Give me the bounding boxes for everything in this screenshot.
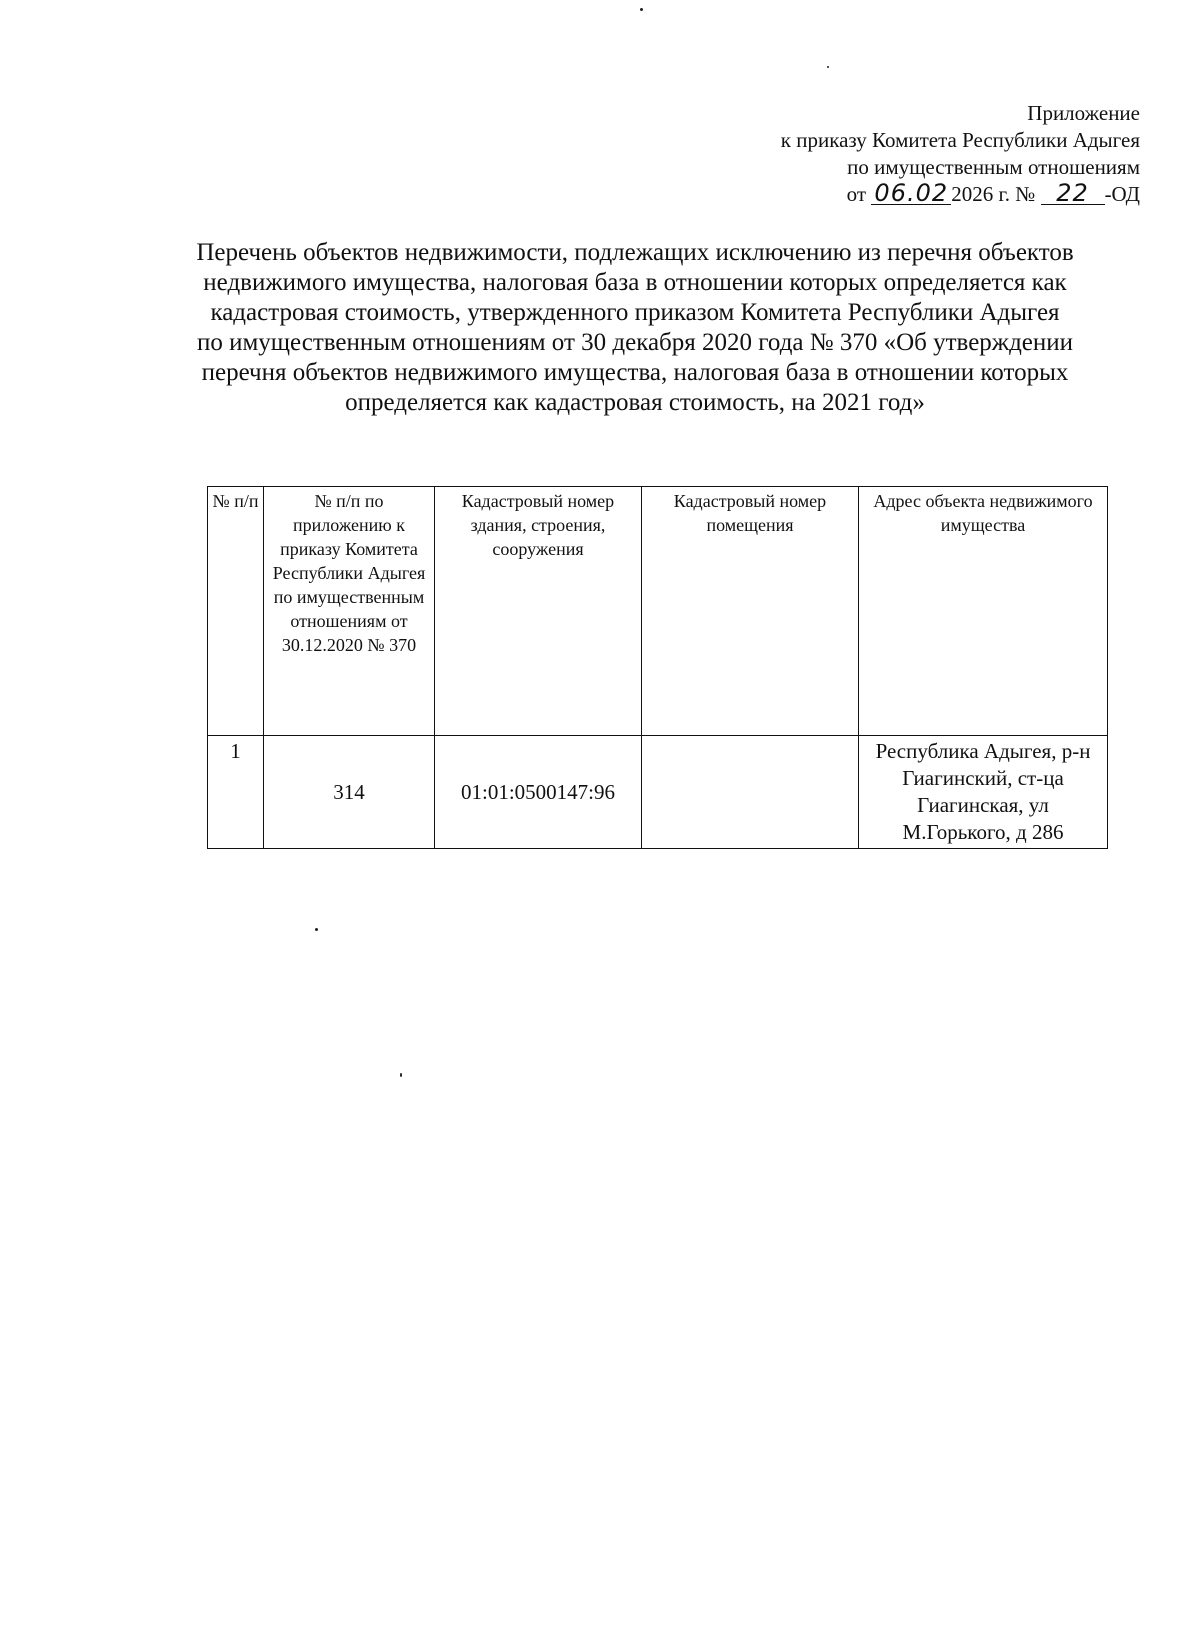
cell-num: 1 [208, 736, 264, 849]
appendix-date-line [781, 181, 1140, 208]
appendix-order-ref: к приказу Комитета Республики Адыгея [780, 128, 1140, 152]
table-header-row [208, 487, 1108, 736]
cell-address: Республика Адыгея, р-н Гиагинский, ст-ца Гиагинская, ул М.Горького, д 286 [859, 736, 1108, 849]
header-appendix-num: № п/п по приложению к приказу Комитета Республики Адыгея по имущественным отношениям от 30.12.2020 № 370 [264, 487, 435, 736]
document-title: Перечень объектов недвижимости, подлежащих исключению из перечня объектов недвижимого имущества, налоговая база в отношении которых определяется как кадастровая стоимость, утвержденного приказом Комитета Республики Адыгея по имущественным отношениям от 30 декабря 2020 года № 370 «Об утверждении перечня объектов недвижимого имущества, налоговая база в отношении которых определяется как кадастровая стоимость, на 2021 год» [196, 239, 1074, 416]
handwritten-date: 06.02 [871, 182, 951, 205]
header-room-cadastral: Кадастровый номер помещения [642, 487, 859, 736]
objects-table [207, 486, 1108, 849]
scan-speck [640, 8, 643, 11]
date-prefix: от [846, 182, 867, 206]
appendix-header [781, 100, 1140, 208]
table-row [208, 736, 1108, 849]
header-address: Адрес объекта недвижимого имущества [859, 487, 1108, 736]
scan-speck [315, 928, 318, 931]
handwritten-number: 22 [1041, 182, 1105, 205]
cell-room-cadastral [642, 736, 859, 849]
header-num: № п/п [208, 487, 264, 736]
date-suffix: 2026 г. № [951, 182, 1036, 206]
scan-speck [400, 1073, 402, 1077]
cell-appendix-num: 314 [264, 736, 435, 849]
scan-speck [827, 66, 829, 68]
header-building-cadastral: Кадастровый номер здания, строения, сооружения [435, 487, 642, 736]
cell-building-cadastral: 01:01:0500147:96 [435, 736, 642, 849]
appendix-label: Приложение [1027, 101, 1140, 125]
appendix-committee: по имущественным отношениям [847, 155, 1140, 179]
number-suffix: -ОД [1104, 182, 1140, 206]
